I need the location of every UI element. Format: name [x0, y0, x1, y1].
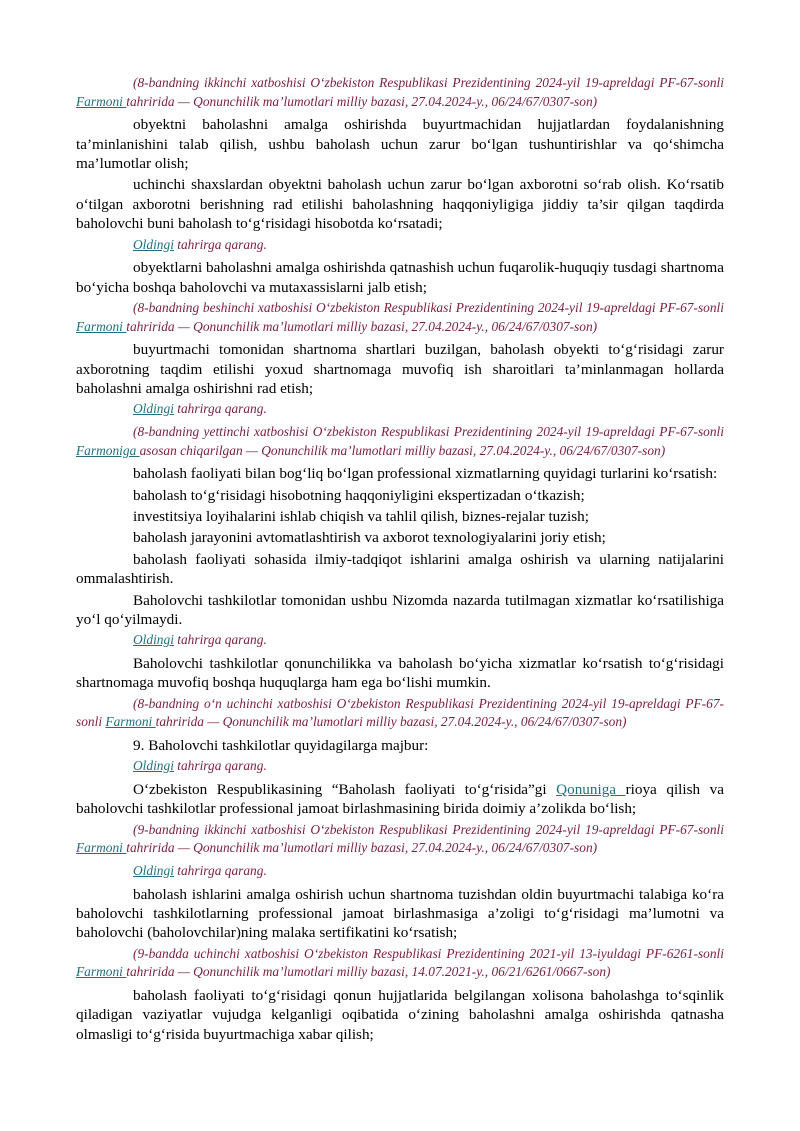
decree-link[interactable]: Farmoni: [76, 93, 127, 109]
note-text: (8-bandning ikkinchi xatboshisi O‘zbekiston Respublikasi Prezidentining 2024-yil 19-apreldagi PF-67-sonli: [133, 75, 724, 90]
decree-link[interactable]: Farmoniga: [76, 442, 140, 458]
paragraph: baholash to‘g‘risidagi hisobotning haqqoniyligini ekspertizadan o‘tkazish;: [133, 486, 585, 504]
law-link[interactable]: Qonuniga: [556, 781, 626, 799]
note-text: tahririda — Qonunchilik ma’lumotlari milliy bazasi, 27.04.2024-y., 06/24/67/0307-son): [126, 840, 598, 856]
paragraph: [76, 780, 724, 819]
note-text: asosan chiqarilgan — Qonunchilik ma’lumotlari milliy bazasi, 27.04.2024-y., 06/24/67/0307-son): [139, 442, 666, 458]
amendment-note: [76, 423, 724, 460]
ref-text: tahrirga qarang.: [173, 236, 267, 252]
ref-text: tahrirga qarang.: [173, 632, 267, 648]
amendment-note: [76, 299, 724, 336]
amendment-note: [76, 74, 724, 111]
document-page: [76, 74, 724, 1046]
ref-text: tahrirga qarang.: [173, 863, 267, 879]
previous-edition-link[interactable]: Oldingi: [133, 863, 174, 879]
previous-edition-ref: [76, 631, 724, 650]
note-text: (8-bandning o‘n uchinchi xatboshisi O‘zbekiston Respublikasi Prezidentining 2024-yil 19-apreldagi PF-67-sonli: [76, 695, 724, 730]
paragraph: baholash ishlarini amalga oshirish uchun shartnoma tuzishdan oldin buyurtmachi talabiga ko‘ra baholovchi tashkilotlarning professional jamoat birlashmasiga a’zoligi to‘g‘risidagi ma’lumotni va baholovchi (baholovchilar)ning malaka sertifikatini ko‘rsatish;: [76, 885, 724, 942]
note-text: tahririda — Qonunchilik ma’lumotlari milliy bazasi, 27.04.2024-y., 06/24/67/0307-son): [126, 93, 598, 109]
decree-link[interactable]: Farmoni: [105, 714, 156, 730]
paragraph: Baholovchi tashkilotlar tomonidan ushbu Nizomda nazarda tutilmagan xizmatlar ko‘rsatilishiga yo‘l qo‘yilmaydi.: [76, 591, 724, 629]
note-text: (9-bandda uchinchi xatboshisi O‘zbekiston Respublikasi Prezidentining 2021-yil 13-iyuldagi PF-6261-sonli: [133, 945, 724, 961]
previous-edition-link[interactable]: Oldingi: [133, 632, 174, 648]
paragraph: Baholovchi tashkilotlar qonunchilikka va baholash bo‘yicha xizmatlar ko‘rsatish to‘g‘risidagi shartnomaga muvofiq boshqa huquqlarga ham ega bo‘lishi mumkin.: [76, 655, 724, 692]
previous-edition-link[interactable]: Oldingi: [133, 236, 174, 252]
paragraph: baholash faoliyati sohasida ilmiy-tadqiqot ishlarini amalga oshirish va ularning natijalarini ommalashtirish.: [76, 550, 724, 588]
paragraph: buyurtmachi tomonidan shartnoma shartlari buzilgan, baholash obyekti to‘g‘risidagi zarur axborotning taqdim etilishi yoxud shartnomaga muvofiq ish sharoitlari ta’minlanmagan hollarda baholashni amalga oshirishni rad etish;: [76, 341, 724, 398]
previous-edition-ref: [76, 400, 724, 419]
note-text: tahririda — Qonunchilik ma’lumotlari milliy bazasi, 14.07.2021-y., 06/21/6261/0667-son): [126, 964, 611, 980]
amendment-note: [76, 695, 724, 732]
paragraph: baholash faoliyati to‘g‘risidagi qonun hujjatlarida belgilangan xolisona baholashga to‘sqinlik qiladigan vaziyatlar vujudga kelganligi oqibatida o‘zining baholashni amalga oshirishda qatnasha olmasligi to‘g‘risida buyurtmachiga xabar qilish;: [76, 987, 724, 1043]
note-text: (9-bandning ikkinchi xatboshisi O‘zbekiston Respublikasi Prezidentining 2024-yil 19-apreldagi PF-67-sonli: [133, 821, 724, 837]
amendment-note: [76, 821, 724, 858]
previous-edition-ref: [76, 757, 724, 776]
note-text: (8-bandning yettinchi xatboshisi O‘zbekiston Respublikasi Prezidentining 2024-yil 19-apreldagi PF-67-sonli: [133, 424, 724, 440]
paragraph: investitsiya loyihalarini ishlab chiqish va tahlil qilish, biznes-rejalar tuzish;: [133, 508, 589, 526]
paragraph: uchinchi shaxslardan obyektni baholash uchun zarur bo‘lgan axborotni so‘rab olish. Ko‘rsatib o‘tilgan axborotni berishning rad etilishi baholashning haqqoniyligiga jiddiy ta’sir qilgan taqdirda baholovchi buni baholash to‘g‘risidagi hisobotda ko‘rsatadi;: [76, 176, 724, 233]
paragraph-text: O‘zbekiston Respublikasining “Baholash faoliyati to‘g‘risida”gi: [133, 781, 557, 799]
decree-link[interactable]: Farmoni: [76, 964, 127, 980]
paragraph: obyektni baholashni amalga oshirishda buyurtmachidan hujjatlardan foydalanishning ta’minlanishini talab qilish, ushbu baholash uchun zarur bo‘lgan tushuntirishlar va qo‘shimcha ma’lumotlar olish;: [76, 116, 724, 172]
decree-link[interactable]: Farmoni: [76, 318, 127, 334]
paragraph: obyektlarni baholashni amalga oshirishda qatnashish uchun fuqarolik-huquqiy tusdagi shartnoma bo‘yicha boshqa baholovchi va mutaxassislarni jalb etish;: [76, 259, 724, 296]
previous-edition-ref: [76, 862, 724, 881]
paragraph-text: rioya qilish va baholovchi tashkilotlar professional jamoat birlashmasining birida doimiy a’zolikda bo‘lish;: [76, 781, 724, 818]
ref-text: tahrirga qarang.: [173, 758, 267, 774]
previous-edition-link[interactable]: Oldingi: [133, 758, 174, 774]
decree-link[interactable]: Farmoni: [76, 840, 127, 856]
paragraph: baholash jarayonini avtomatlashtirish va axborot texnologiyalarini joriy etish;: [133, 529, 606, 547]
ref-text: tahrirga qarang.: [173, 401, 267, 417]
note-text: (8-bandning beshinchi xatboshisi O‘zbekiston Respublikasi Prezidentining 2024-yil 19-apreldagi PF-67-sonli: [133, 300, 724, 316]
note-text: tahririda — Qonunchilik ma’lumotlari milliy bazasi, 27.04.2024-y., 06/24/67/0307-son): [126, 318, 598, 334]
amendment-note: [76, 945, 724, 982]
paragraph: 9. Baholovchi tashkilotlar quyidagilarga majbur:: [133, 737, 429, 755]
paragraph: baholash faoliyati bilan bog‘liq bo‘lgan professional xizmatlarning quyidagi turlarini ko‘rsatish:: [133, 465, 718, 483]
previous-edition-link[interactable]: Oldingi: [133, 401, 174, 417]
previous-edition-ref: [76, 236, 724, 255]
note-text: tahririda — Qonunchilik ma’lumotlari milliy bazasi, 27.04.2024-y., 06/24/67/0307-son): [155, 714, 627, 730]
